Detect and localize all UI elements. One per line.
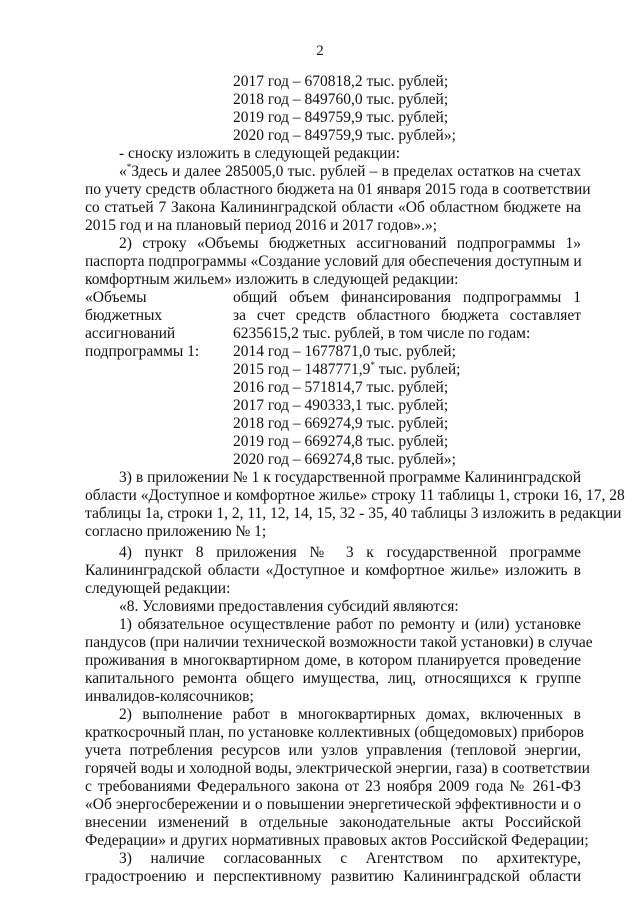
table-label-line: бюджетных bbox=[85, 307, 163, 324]
item-2-heading: 2) строку «Объемы бюджетных ассигнований подпрограммы 1» bbox=[119, 235, 581, 252]
table-value-line: общий объем финансирования подпрограммы 1 bbox=[233, 289, 581, 306]
budget-line-2017: 2017 год – 490333,1 тыс. рублей; bbox=[233, 397, 449, 415]
table-value-line: за счет средств областного бюджета составляет bbox=[233, 307, 581, 324]
budget-line-2016: 2016 год – 571814,7 тыс. рублей; bbox=[233, 379, 449, 397]
paragraph-line: области «Доступное и комфортное жилье» строку 11 таблицы 1, строки 16, 17, 28 bbox=[85, 487, 625, 505]
budget-line-2018: 2018 год – 669274,9 тыс. рублей; bbox=[233, 415, 449, 433]
paragraph-line: учета потребления ресурсов или узлов управления (тепловой энергии, bbox=[85, 742, 581, 759]
condition-2-line: 2) выполнение работ в многоквартирных домах, включенных в bbox=[119, 706, 581, 723]
footnote-asterisk: * bbox=[370, 359, 375, 370]
table-label-line: «Объемы bbox=[85, 289, 147, 306]
budget-line-2020: 2020 год – 669274,8 тыс. рублей»; bbox=[233, 451, 456, 469]
paragraph-line: Калининградской области «Доступное и комфортное жилье» изложить в bbox=[85, 561, 581, 579]
paragraph-line: таблицы 1а, строки 1, 2, 11, 12, 14, 15, 32 - 35, 40 таблицы 3 изложить в редакции bbox=[85, 505, 622, 523]
budget-line-2019: 2019 год – 849759,9 тыс. рублей; bbox=[233, 109, 449, 126]
budget-2015-value: 2015 год – 1487771,9 bbox=[233, 361, 371, 379]
paragraph-line: со статьей 7 Закона Калининградской области «Об областном бюджете на bbox=[85, 199, 581, 216]
paragraph-line: по учету средств областного бюджета на 01 января 2015 года в соответствии bbox=[85, 181, 591, 198]
condition-1-line: 1) обязательное осуществление работ по ремонту и (или) установке bbox=[119, 615, 581, 633]
table-value-line: 6235615,2 тыс. рублей, в том числе по годам: bbox=[233, 325, 531, 343]
paragraph-line: внесении изменений в отдельные законодательные акты Российской bbox=[85, 814, 581, 831]
item-4-heading: 4) пункт 8 приложения № 3 к государственной программе bbox=[119, 543, 581, 561]
paragraph-line: инвалидов-колясочников; bbox=[85, 688, 254, 705]
budget-line-2017: 2017 год – 670818,2 тыс. рублей; bbox=[233, 73, 449, 90]
budget-line-2019: 2019 год – 669274,8 тыс. рублей; bbox=[233, 433, 449, 451]
budget-line-2015 bbox=[233, 361, 460, 379]
paragraph-line: 2015 год и на плановый период 2016 и 2017 годов».»; bbox=[85, 217, 438, 234]
paragraph-line: с требованиями Федерального закона от 23 ноября 2009 года № 261-ФЗ bbox=[85, 778, 581, 795]
paragraph-line: горячей воды и холодной воды, электрической энергии, газа) в соответствии bbox=[85, 760, 590, 777]
paragraph-line: Федерации» и других нормативных правовых актов Российской Федерации; bbox=[85, 832, 589, 849]
page-number: 2 bbox=[316, 43, 324, 59]
table-label-line: подпрограммы 1: bbox=[85, 343, 200, 361]
budget-2015-unit: тыс. рублей; bbox=[374, 361, 461, 379]
paragraph-line: пандусов (при наличии технической возможности такой установки) в случае bbox=[85, 634, 593, 651]
condition-3-line: 3) наличие согласованных с Агентством по архитектуре, bbox=[119, 850, 581, 867]
footnote-text: Здесь и далее 285005,0 тыс. рублей – в пределах остатков на счетах bbox=[131, 163, 581, 180]
paragraph-line: капитального ремонта общего имущества, лиц, относящихся к группе bbox=[85, 670, 581, 687]
table-label-line: ассигнований bbox=[85, 325, 176, 343]
paragraph-line: «Об энергосбережении и о повышении энергетической эффективности и о bbox=[85, 796, 581, 813]
budget-line-2020: 2020 год – 849759,9 тыс. рублей»; bbox=[233, 127, 456, 144]
footnote-asterisk: * bbox=[126, 161, 132, 172]
point-8-heading: «8. Условиями предоставления субсидий являются: bbox=[119, 597, 459, 615]
paragraph-line: паспорта подпрограммы «Создание условий для обеспечения доступным и bbox=[85, 253, 582, 270]
paragraph-line: градостроению и перспективному развитию Калининградской области bbox=[85, 868, 581, 885]
footnote-quote: « bbox=[119, 163, 127, 180]
paragraph-line: комфортным жильем» изложить в следующей редакции: bbox=[85, 271, 459, 288]
paragraph-line: краткосрочный план, по установке коллективных (общедомовых) приборов bbox=[85, 724, 584, 741]
paragraph-line: следующей редакции: bbox=[85, 579, 231, 597]
paragraph-line: согласно приложению № 1; bbox=[85, 523, 267, 541]
budget-line-2018: 2018 год – 849760,0 тыс. рублей; bbox=[233, 91, 449, 108]
paragraph-line: проживания в многоквартирном доме, в котором планируется проведение bbox=[85, 652, 581, 669]
footnote-instruction: - сноску изложить в следующей редакции: bbox=[119, 145, 400, 162]
footnote-text-line bbox=[119, 163, 581, 181]
budget-line-2014: 2014 год – 1677871,0 тыс. рублей; bbox=[233, 343, 456, 361]
item-3-heading: 3) в приложении № 1 к государственной программе Калининградской bbox=[119, 469, 581, 487]
